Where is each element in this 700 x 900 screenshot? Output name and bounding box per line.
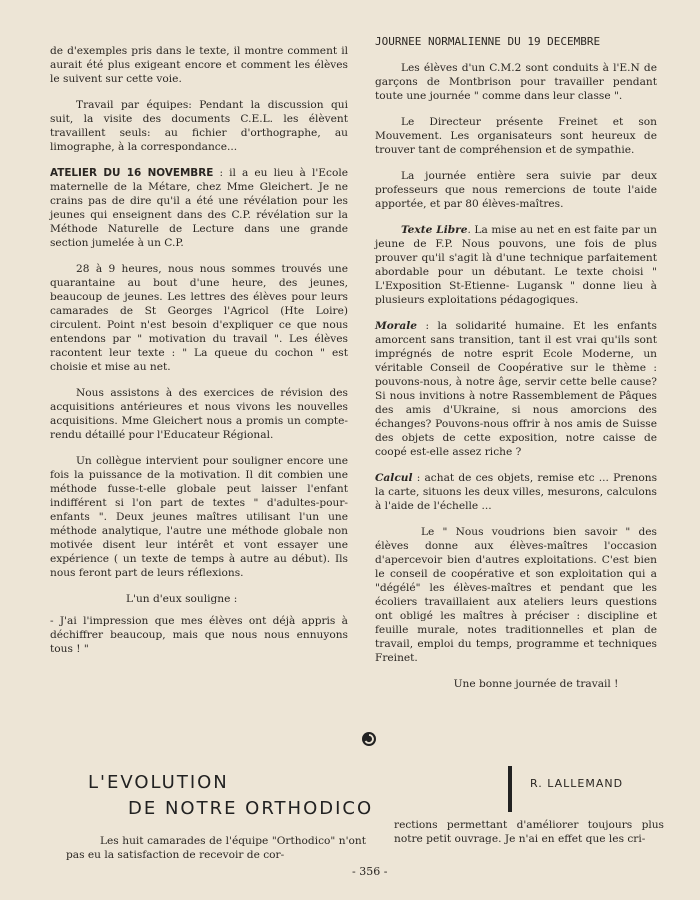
left-paragraph-1: de d'exemples pris dans le texte, il montre comment il aurait été plus exigeant encore et comment les élèves le suivent sur cette voie. bbox=[50, 45, 348, 85]
right-paragraph-2: Le Directeur présente Freinet et son Mouvement. Les organisateurs sont heureux de trouver tant de compréhension et de sympathie. bbox=[375, 116, 657, 156]
article-title-line-2: DE NOTRE ORTHODICO bbox=[128, 798, 374, 819]
left-paragraph-8: - J'ai l'impression que mes élèves ont déjà appris à déchiffrer beaucoup, mais que nous nous ennuyons tous ! " bbox=[50, 615, 348, 655]
article-intro-right: rections permettant d'améliorer toujours plus notre petit ouvrage. Je n'ai en effet que les cri- bbox=[394, 819, 664, 845]
right-paragraph-3: La journée entière sera suivie par deux professeurs que nous remercions de toute l'aide apportée, et par 80 élèves-maîtres. bbox=[375, 170, 657, 210]
right-paragraph-6 bbox=[375, 471, 657, 513]
left-column bbox=[50, 44, 348, 668]
author-divider bbox=[508, 766, 512, 812]
left-paragraph-5: Nous assistons à des exercices de révision des acquisitions antérieures et nous vivons les nouvelles acquisitions. Mme Gleichert nous a promis un compte-rendu détaillé pour l'Educateur Régional. bbox=[50, 387, 348, 441]
texte-libre-text: . La mise au net en est faite par un jeune de F.P. Nous pouvons, une fois de plus prouver qu'il s'agit là d'une technique parfaitement abordable pour un débutant. Le texte choisi " L'Exposition St-Etienne- Lugansk " donne lieu à plusieurs exploitations pédagogiques. bbox=[375, 224, 658, 306]
article-author: R. LALLEMAND bbox=[530, 777, 624, 790]
right-paragraph-8: Une bonne journée de travail ! bbox=[453, 678, 619, 690]
right-paragraph-7: Le " Nous voudrions bien savoir " des élèves donne aux élèves-maîtres l'occasion d'apercevoir bien d'autres exploitations. C'est bien le conseil de coopérative et son exploitation qui a "dégélé" les élèves-maîtres et pendant que les écoliers travaillaient aux ateliers leurs questions ont obligé les maîtres à préciser : discipline et feuille murale, notes traditionnelles et plan de travail, emploi du temps, programme et techniques Freinet. bbox=[375, 526, 657, 664]
left-paragraph-3 bbox=[50, 166, 348, 250]
texte-libre-label: Texte Libre bbox=[401, 224, 468, 236]
left-paragraph-7: L'un d'eux souligne : bbox=[126, 593, 238, 605]
article-title-line-1: L'EVOLUTION bbox=[88, 772, 229, 793]
left-paragraph-4: 28 à 9 heures, nous nous sommes trouvés une quarantaine au bout d'une heure, des jeunes, beaucoup de jeunes. Les lettres des élèves pour leurs camarades de St Georges l'Agricol (Hte Loire) circulent. Point n'est besoin d'expliquer ce que nous entendons par " motivation du travail ". Les élèves racontent leur texte : " La queue du cochon " est choisie et mise au net. bbox=[50, 263, 348, 373]
right-column bbox=[375, 35, 657, 703]
right-paragraph-4 bbox=[375, 223, 657, 307]
right-paragraph-5 bbox=[375, 319, 657, 459]
right-paragraph-1: Les élèves d'un C.M.2 sont conduits à l'E.N de garçons de Montbrison pour travailler pendant toute une journée " comme dans leur classe ". bbox=[375, 62, 657, 102]
atelier-text: : il a eu lieu à l'Ecole maternelle de la Métare, chez Mme Gleichert. Je ne crains pas de dire qu'il a été une révélation pour les jeunes qui enseignent dans des C.P. révélation sur la Méthode Naturelle de Lecture dans une grande section jumelée à un C.P. bbox=[50, 167, 348, 249]
journee-heading: JOURNEE NORMALIENNE DU 19 DECEMBRE bbox=[375, 35, 601, 48]
morale-text: : la solidarité humaine. Et les enfants amorcent sans transition, tant il est vrai qu'ils sont imprégnés de notre esprit Ecole Moderne, un véritable Conseil de Coopérative sur le thème : pouvons-nous, à notre âge, servir cette belle cause? Si nous invitions à notre Rassemblement de Pâques des amis d'Ukraine, si nous amorcions des échanges? Pouvons-nous offrir à nos amis de Suisse des objets de cette exposition, notre caisse de coopé est-elle assez riche ? bbox=[375, 320, 657, 458]
calcul-label: Calcul bbox=[375, 472, 413, 484]
morale-label: Morale bbox=[375, 320, 418, 332]
page-number: - 356 - bbox=[352, 865, 388, 878]
left-paragraph-6: Un collègue intervient pour souligner encore une fois la puissance de la motivation. Il dit combien une méthode fusse-t-elle globale peut laisser l'enfant indifférent si l'on part de textes " d'adultes-pour-enfants ". Deux jeunes maîtres utilisant l'un une méthode analytique, l'autre une méthode globale non motivée disent leur intérêt et vont essayer une expérience ( un texte de temps à autre au début). Ils nous feront part de leurs réflexions. bbox=[50, 455, 348, 579]
article-intro-left: Les huit camarades de l'équipe "Orthodico" n'ont pas eu la satisfaction de recevoir de cor- bbox=[66, 835, 366, 861]
calcul-text: : achat de ces objets, remise etc ... Prenons la carte, situons les deux villes, mesurons, calculons à l'aide de l'échelle ... bbox=[375, 472, 658, 512]
swirl-ornament-icon bbox=[361, 731, 377, 747]
atelier-heading: ATELIER DU 16 NOVEMBRE bbox=[50, 167, 214, 179]
left-paragraph-2: Travail par équipes: Pendant la discussion qui suit, la visite des documents C.E.L. les élèvent travaillent seuls: au fichier d'orthographe, au limographe, à la correspondance... bbox=[50, 99, 348, 153]
